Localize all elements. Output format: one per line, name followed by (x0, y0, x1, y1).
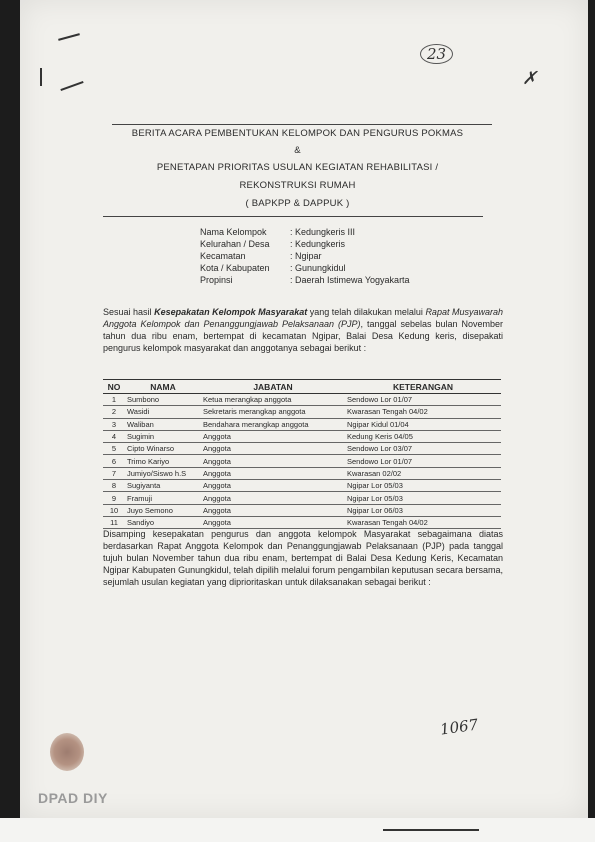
cell-no: 2 (103, 406, 125, 418)
table-row (103, 406, 501, 418)
table-row (103, 418, 501, 430)
header-line-1: BERITA ACARA PEMBENTUKAN KELOMPOK DAN PENGURUS POKMAS (131, 128, 464, 139)
identity-value: : Ngipar (290, 251, 322, 261)
table-row (103, 480, 501, 492)
cell-position: Anggota (201, 492, 345, 504)
table-row (103, 394, 501, 406)
table-row (103, 467, 501, 479)
cell-position: Anggota (201, 443, 345, 455)
identity-label: Kecamatan (200, 251, 246, 261)
cell-name: Trimo Kariyo (125, 455, 201, 467)
cell-position: Bendahara merangkap anggota (201, 418, 345, 430)
header-line-2: PENETAPAN PRIORITAS USULAN KEGIATAN REHABILITASI / (156, 162, 439, 173)
cell-note: Sendowo Lor 01/07 (345, 394, 501, 406)
header-bottom-rule (103, 216, 483, 217)
identity-value: : Kedungkeris III (290, 227, 356, 237)
cell-name: Cipto Winarso (125, 443, 201, 455)
column-header: KETERANGAN (345, 380, 501, 394)
column-header: NAMA (125, 380, 201, 394)
cell-no: 8 (103, 480, 125, 492)
identity-label: Propinsi (200, 275, 233, 285)
cell-note: Kwarasan Tengah 04/02 (345, 406, 501, 418)
cell-name: Juyo Semono (125, 504, 201, 516)
cell-position: Anggota (201, 516, 345, 528)
scan-mark (40, 68, 42, 86)
cell-note: Sendowo Lor 01/07 (345, 455, 501, 467)
identity-row (200, 227, 355, 237)
cell-name: Sandiyo (125, 516, 201, 528)
cell-no: 4 (103, 430, 125, 442)
members-table (103, 379, 501, 529)
cell-position: Anggota (201, 504, 345, 516)
cell-name: Sumbono (125, 394, 201, 406)
watermark-text: DPAD DIY (38, 790, 108, 806)
cell-note: Kedung Keris 04/05 (345, 430, 501, 442)
cell-name: Sugimin (125, 430, 201, 442)
cell-position: Ketua merangkap anggota (201, 394, 345, 406)
cell-name: Waliban (125, 418, 201, 430)
header-line-3: REKONSTRUKSI RUMAH (239, 180, 356, 191)
identity-row (200, 251, 322, 261)
bottom-strip-line (383, 829, 479, 831)
cell-no: 7 (103, 467, 125, 479)
cell-no: 11 (103, 516, 125, 528)
cell-no: 1 (103, 394, 125, 406)
bottom-strip (0, 818, 595, 842)
identity-label: Kelurahan / Desa (200, 239, 270, 249)
table-row (103, 492, 501, 504)
cell-note: Ngipar Lor 05/03 (345, 480, 501, 492)
cell-no: 5 (103, 443, 125, 455)
cell-position: Anggota (201, 480, 345, 492)
cell-no: 6 (103, 455, 125, 467)
archive-seal (50, 733, 84, 771)
intro-text: yang telah dilakukan melalui (307, 307, 426, 317)
cell-position: Anggota (201, 430, 345, 442)
cell-name: Sugiyanta (125, 480, 201, 492)
column-header: NO (103, 380, 125, 394)
cell-position: Sekretaris merangkap anggota (201, 406, 345, 418)
header-ampersand: & (294, 145, 301, 156)
intro-text: , tanggal sebelas bulan November tahun dua ribu enam, bertempat di kecamatan Ngipar, Balai Desa Kedung keris, disepakati pengurus kelompok masyarakat dan anggotanya sebagai berikut : (103, 319, 503, 353)
cell-no: 10 (103, 504, 125, 516)
intro-text: Sesuai hasil (103, 307, 155, 317)
table-row (103, 430, 501, 442)
identity-label: Nama Kelompok (200, 227, 267, 237)
identity-row (200, 239, 345, 249)
cell-name: Wasidi (125, 406, 201, 418)
closing-paragraph: Disamping kesepakatan pengurus dan anggota kelompok Masyarakat sebagaimana diatas berdasarkan Rapat Anggota Kelompok dan Penanggungjawab Pelaksanaan (PJP) pada tanggal tujuh bulan November tahun dua ribu enam, bertempat di Balai Desa Kedung Keris, Kecamatan Ngipar Kabupaten Gunungkidul, telah dipilih melalui forum pengambilan keputusan secara bersama, sejumlah usulan kegiatan yang diprioritaskan untuk dilaksanakan sebagai berikut : (103, 529, 503, 587)
cell-note: Sendowo Lor 03/07 (345, 443, 501, 455)
cell-note: Kwarasan 02/02 (345, 467, 501, 479)
table-row (103, 443, 501, 455)
table-row (103, 504, 501, 516)
identity-label: Kota / Kabupaten (200, 263, 270, 273)
header-rule (112, 124, 492, 125)
intro-emphasis: Rapat Musyawarah Anggota Kelompok dan Penanggungjawab Pelaksanaan (PJP) (103, 307, 504, 329)
cell-note: Ngipar Lor 05/03 (345, 492, 501, 504)
handwritten-mark: ✗ (522, 68, 538, 89)
handwritten-page-number: 23 (420, 44, 453, 64)
cell-name: Jumiyo/Siswo h.S (125, 467, 201, 479)
intro-paragraph (103, 306, 503, 354)
identity-value: : Kedungkeris (290, 239, 346, 249)
column-header: JABATAN (201, 380, 345, 394)
table-row (103, 516, 501, 528)
identity-row (200, 263, 346, 273)
table-row (103, 455, 501, 467)
intro-emphasis: Kesepakatan Kelompok Masyarakat (154, 307, 308, 317)
handwritten-doc-number: 1067 (438, 715, 480, 739)
table-header-row (103, 380, 501, 394)
cell-note: Ngipar Lor 06/03 (345, 504, 501, 516)
identity-value: : Daerah Istimewa Yogyakarta (290, 275, 410, 285)
identity-row (200, 275, 410, 285)
cell-position: Anggota (201, 455, 345, 467)
cell-no: 3 (103, 418, 125, 430)
cell-note: Kwarasan Tengah 04/02 (345, 516, 501, 528)
cell-position: Anggota (201, 467, 345, 479)
header-line-4: ( BAPKPP & DAPPUK ) (245, 198, 350, 209)
identity-value: : Gunungkidul (290, 263, 346, 273)
cell-note: Ngipar Kidul 01/04 (345, 418, 501, 430)
cell-no: 9 (103, 492, 125, 504)
cell-name: Framuji (125, 492, 201, 504)
